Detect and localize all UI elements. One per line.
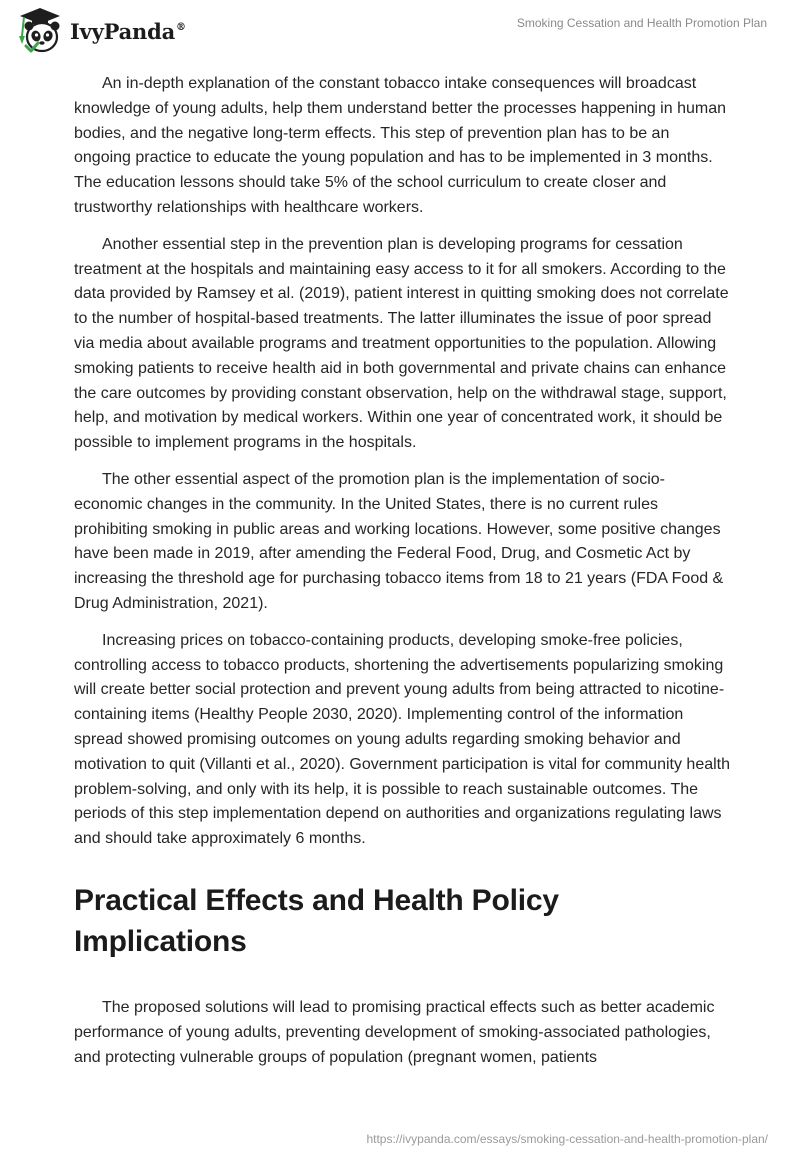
body-paragraph: The proposed solutions will lead to promising practical effects such as better academic performance of young adults, preventing development of smoking-associated pathologies, and protecting vulnerable groups of population (pregnant women, patients xyxy=(74,998,715,1066)
brand-name: IvyPanda® xyxy=(70,18,186,44)
body-paragraph: An in-depth explanation of the constant tobacco intake consequences will broadcast knowledge of young adults, help them understand better the processes happening in human bodies, and the negative long-term effects. This step of prevention plan has to be an ongoing practice to educate the young population and has to be implemented in 3 months. The education lessons should take 5% of the school curriculum to create closer and trustworthy relationships with healthcare workers. xyxy=(74,75,726,216)
document-title: Smoking Cessation and Health Promotion Plan xyxy=(516,16,767,30)
essay-body xyxy=(74,72,730,1082)
section-heading: Practical Effects and Health Policy Implications xyxy=(74,883,559,958)
source-url[interactable]: https://ivypanda.com/essays/smoking-cessation-and-health-promotion-plan/ xyxy=(366,1132,768,1146)
body-paragraph: The other essential aspect of the promotion plan is the implementation of socio-economic changes in the community. In the United States, there is no current rules prohibiting smoking in public areas and working locations. However, some positive changes have been made in 2019, after amending the Federal Food, Drug, and Cosmetic Act by increasing the threshold age for purchasing tobacco items from 18 to 21 years (FDA Food & Drug Administration, 2021). xyxy=(74,470,724,612)
brand-logo[interactable] xyxy=(14,6,186,56)
page-header xyxy=(0,0,800,64)
body-paragraph: Increasing prices on tobacco-containing products, developing smoke-free policies, controlling access to tobacco products, shortening the advertisements popularizing smoking will create better social protection and prevent young adults from being attracted to nicotine-containing items (Healthy People 2030, 2020). Implementing control of the information spread showed promising outcomes on young adults regarding smoking behavior and motivation to quit (Villanti et al., 2020). Government participation is vital for community health problem-solving, and only with its help, it is possible to reach sustainable outcomes. The periods of this step implementation depend on authorities and organizations regulating laws and should take approximately 6 months. xyxy=(74,631,731,848)
registered-mark: ® xyxy=(176,21,186,33)
panda-graduation-cap-icon xyxy=(14,6,66,56)
body-paragraph: Another essential step in the prevention plan is developing programs for cessation treatment at the hospitals and maintaining easy access to it for all smokers. According to the data provided by Ramsey et al. (2019), patient interest in quitting smoking does not correlate to the number of hospital-based treatments. The latter illuminates the issue of poor spread via media about available programs and treatment opportunities to the population. Allowing smoking patients to receive health aid in both governmental and private chains can enhance the care outcomes by providing constant observation, help on the withdrawal stage, support, help, and motivation by medical workers. Within one year of concentrated work, it should be possible to implement programs in the hospitals. xyxy=(74,235,729,452)
